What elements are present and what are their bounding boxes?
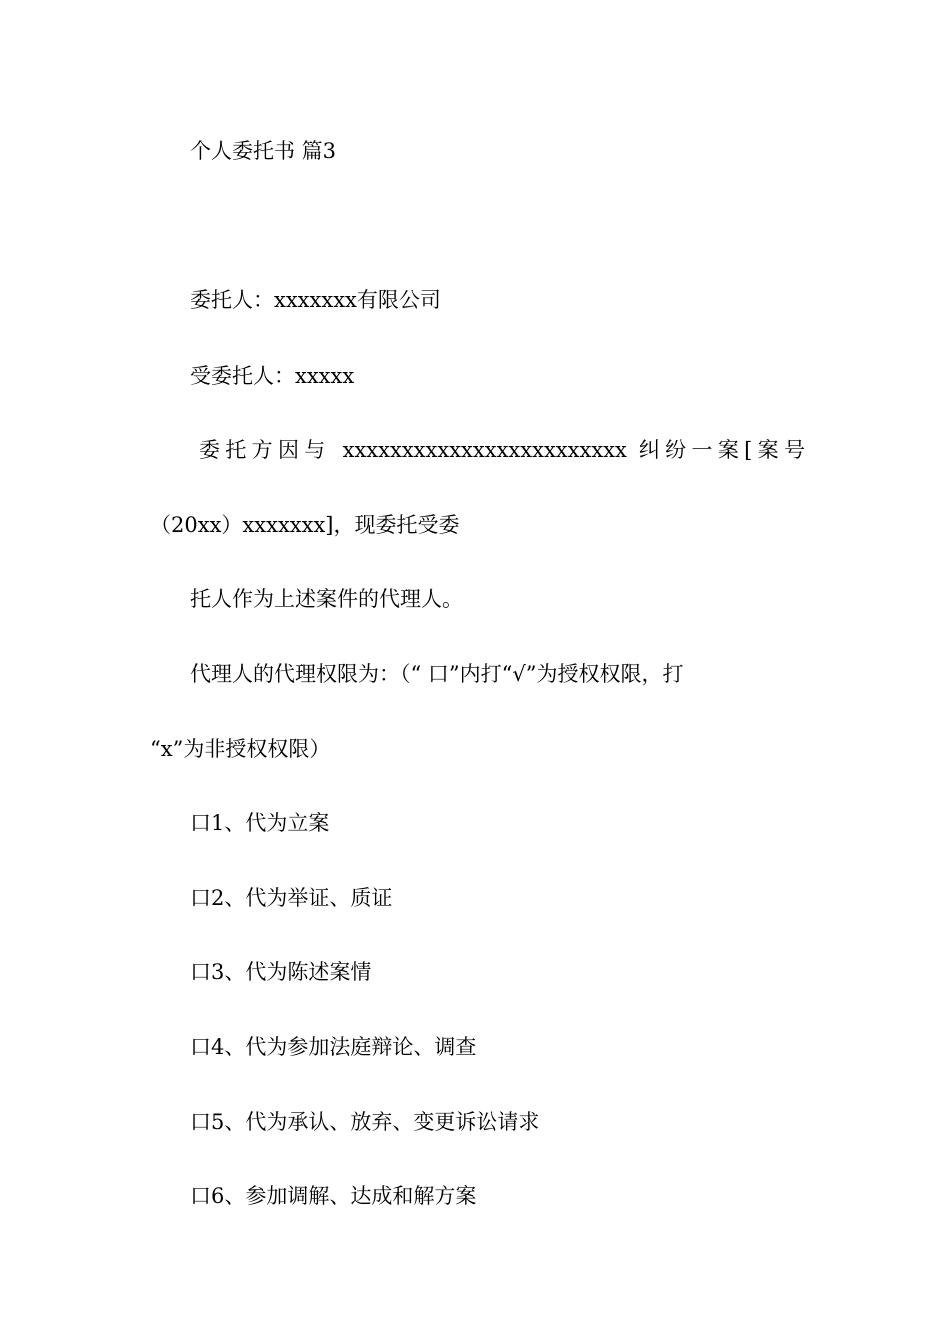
document-title: 个人委托书 篇3: [190, 139, 337, 163]
authority-line-1: 代理人的代理权限为：（“ 口”内打“√”为授权权限，打: [190, 662, 684, 686]
authority-item-3: 口3、代为陈述案情: [190, 960, 372, 984]
client-line: 委托人：xxxxxxx有限公司: [190, 288, 441, 312]
authority-item-1: 口1、代为立案: [190, 811, 330, 835]
authority-line-2: “x”为非授权权限）: [150, 737, 331, 761]
authority-item-4: 口4、代为参加法庭辩论、调查: [190, 1035, 477, 1059]
case-line-1: 委托方因与 xxxxxxxxxxxxxxxxxxxxxxxx 纠纷一案[案号: [199, 438, 805, 462]
case-line-3: 托人作为上述案件的代理人。: [190, 587, 463, 611]
authority-item-6: 口6、参加调解、达成和解方案: [190, 1184, 477, 1208]
authority-item-2: 口2、代为举证、质证: [190, 886, 393, 910]
authority-item-5: 口5、代为承认、放弃、变更诉讼请求: [190, 1110, 540, 1134]
case-line-2: （20xx）xxxxxxx]，现委托受委: [150, 513, 460, 537]
agent-line: 受委托人：xxxxx: [190, 364, 355, 388]
